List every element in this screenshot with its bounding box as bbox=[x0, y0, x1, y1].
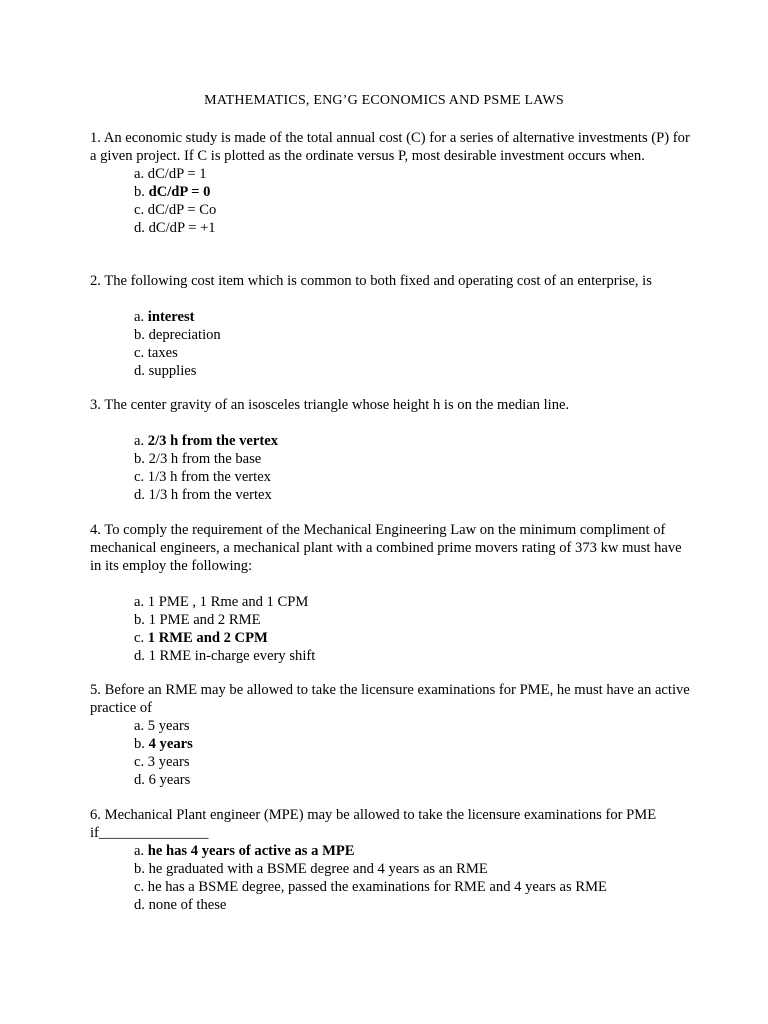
option-text: dC/dP = 1 bbox=[147, 166, 207, 182]
answer-options bbox=[90, 432, 690, 504]
question-text: 4. To comply the requirement of the Mechanical Engineering Law on the minimum compliment of mechanical engineers, a mechanical plant with a combined prime movers rating of 373 kw must have in its employ the following: bbox=[90, 522, 682, 574]
option-text: 2/3 h from the vertex bbox=[147, 433, 279, 449]
option-text: he graduated with a BSME degree and 4 years as an RME bbox=[148, 861, 488, 877]
option-text: 4 years bbox=[148, 736, 193, 752]
option-text: 2/3 h from the base bbox=[148, 451, 262, 467]
question-2 bbox=[90, 272, 690, 380]
option-b: b. 1 PME and 2 RME bbox=[134, 612, 261, 628]
option-a: a. 1 PME , 1 Rme and 1 CPM bbox=[134, 594, 309, 610]
option-b: b. 2/3 h from the base bbox=[134, 451, 262, 467]
question-4 bbox=[90, 521, 690, 665]
option-c: c. dC/dP = Co bbox=[134, 202, 217, 218]
answer-options bbox=[90, 593, 690, 665]
option-d: d. none of these bbox=[134, 897, 227, 913]
question-1 bbox=[90, 129, 690, 237]
question-text: 2. The following cost item which is common to both fixed and operating cost of an enterprise, is bbox=[90, 273, 652, 289]
option-text: 3 years bbox=[147, 754, 190, 770]
option-text: dC/dP = Co bbox=[147, 202, 217, 218]
option-text: 1 RME and 2 CPM bbox=[147, 630, 268, 646]
answer-options bbox=[90, 842, 690, 914]
option-text: he has a BSME degree, passed the examinations for RME and 4 years as RME bbox=[147, 879, 607, 895]
option-a: a. he has 4 years of active as a MPE bbox=[134, 843, 355, 859]
page-title: MATHEMATICS, ENG’G ECONOMICS AND PSME LAWS bbox=[204, 93, 564, 108]
option-text: depreciation bbox=[148, 327, 221, 343]
option-d: d. 6 years bbox=[134, 772, 191, 788]
option-a: a. dC/dP = 1 bbox=[134, 166, 207, 182]
option-text: 1/3 h from the vertex bbox=[148, 487, 272, 503]
question-text: 1. An economic study is made of the total annual cost (C) for a series of alternative investments (P) for a given project. If C is plotted as the ordinate versus P, most desirable investment occurs when. bbox=[90, 130, 690, 164]
option-text: none of these bbox=[148, 897, 227, 913]
option-text: taxes bbox=[147, 345, 178, 361]
answer-options bbox=[90, 308, 690, 380]
option-text: 1 RME in-charge every shift bbox=[148, 648, 316, 664]
question-6 bbox=[90, 806, 690, 914]
question-text: 6. Mechanical Plant engineer (MPE) may be allowed to take the licensure examinations for PME if_______________ bbox=[90, 807, 657, 841]
answer-options bbox=[90, 165, 690, 237]
option-text: 1 PME , 1 Rme and 1 CPM bbox=[147, 594, 309, 610]
question-text: 3. The center gravity of an isosceles triangle whose height h is on the median line. bbox=[90, 397, 570, 413]
option-c: c. he has a BSME degree, passed the examinations for RME and 4 years as RME bbox=[134, 879, 607, 895]
option-c: c. 1/3 h from the vertex bbox=[134, 469, 271, 485]
option-d: d. 1/3 h from the vertex bbox=[134, 487, 272, 503]
option-text: dC/dP = 0 bbox=[148, 184, 211, 200]
option-c: c. 3 years bbox=[134, 754, 190, 770]
option-a: a. interest bbox=[134, 309, 195, 325]
option-text: dC/dP = +1 bbox=[148, 220, 216, 236]
option-text: 6 years bbox=[148, 772, 191, 788]
option-c: c. taxes bbox=[134, 345, 178, 361]
option-text: interest bbox=[147, 309, 195, 325]
option-b: b. 4 years bbox=[134, 736, 193, 752]
option-a: a. 5 years bbox=[134, 718, 190, 734]
option-text: 1/3 h from the vertex bbox=[147, 469, 271, 485]
option-d: d. dC/dP = +1 bbox=[134, 220, 216, 236]
option-c: c. 1 RME and 2 CPM bbox=[134, 630, 268, 646]
option-b: b. dC/dP = 0 bbox=[134, 184, 211, 200]
option-text: he has 4 years of active as a MPE bbox=[147, 843, 355, 859]
question-3 bbox=[90, 396, 690, 504]
option-d: d. 1 RME in-charge every shift bbox=[134, 648, 316, 664]
option-a: a. 2/3 h from the vertex bbox=[134, 433, 279, 449]
option-d: d. supplies bbox=[134, 363, 197, 379]
option-b: b. he graduated with a BSME degree and 4 years as an RME bbox=[134, 861, 488, 877]
option-text: 5 years bbox=[147, 718, 190, 734]
answer-options bbox=[90, 717, 690, 789]
question-text: 5. Before an RME may be allowed to take the licensure examinations for PME, he must have an active practice of bbox=[90, 682, 690, 716]
option-text: 1 PME and 2 RME bbox=[148, 612, 261, 628]
option-text: supplies bbox=[148, 363, 197, 379]
question-5 bbox=[90, 681, 690, 789]
option-b: b. depreciation bbox=[134, 327, 221, 343]
